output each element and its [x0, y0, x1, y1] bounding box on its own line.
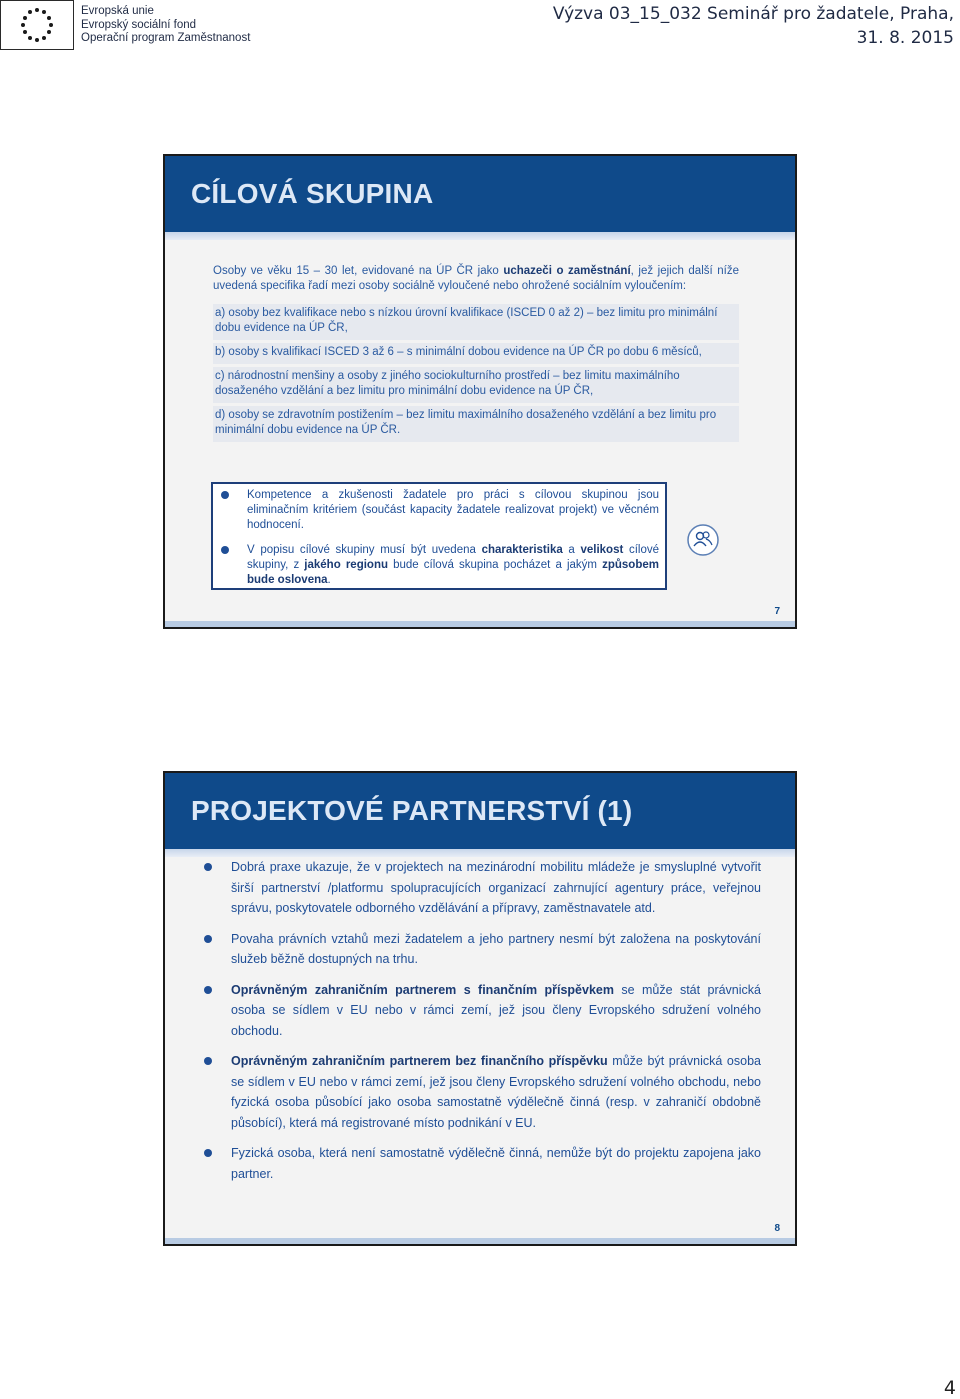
- list-item: c) národnostní menšiny a osoby z jiného sociokulturního prostředí – bez limitu maximálního dosaženého vzdělání a bez limitu pro minimální dobu evidence na ÚP ČR,: [213, 367, 739, 403]
- list-item: Fyzická osoba, která není samostatně výdělečně činná, nemůže být do projektu zapojena jako partner.: [231, 1143, 761, 1184]
- slide-cilova-skupina: [163, 154, 797, 629]
- list-item: Povaha právních vztahů mezi žadatelem a jeho partnery nesmí být založena na poskytování služeb běžně dostupných na trhu.: [231, 929, 761, 970]
- slide-footer-bar: [165, 621, 795, 627]
- eu-line-3: Operační program Zaměstnanost: [81, 32, 251, 44]
- slide-page-number: 8: [774, 1223, 780, 1234]
- document-title: [553, 2, 954, 50]
- list-item: Oprávněným zahraničním partnerem s finančním příspěvkem se může stát právnická osoba se sídlem v EU nebo v rámci zemí, jež jsou členy Evropského sdružení volného obchodu.: [231, 980, 761, 1042]
- slide-header: [165, 773, 795, 849]
- slide-footer-bar: [165, 1238, 795, 1244]
- slide-title: PROJEKTOVÉ PARTNERSTVÍ (1): [191, 795, 633, 826]
- people-icon: [687, 524, 719, 556]
- box-bullet: Kompetence a zkušenosti žadatele pro práci s cílovou skupinou jsou eliminačním kritériem (součást kapacity žadatele realizovat projekt) ve věcném hodnocení.: [247, 489, 659, 531]
- document-title-line1: Výzva 03_15_032 Seminář pro žadatele, Praha,: [552, 4, 954, 24]
- document-title-line2: 31. 8. 2015: [856, 28, 954, 48]
- slide-page-number: 7: [774, 606, 780, 617]
- list-item: d) osoby se zdravotním postižením – bez limitu maximálního dosaženého vzdělání a bez limitu pro minimální dobu evidence na ÚP ČR.: [213, 406, 739, 442]
- list-item: b) osoby s kvalifikací ISCED 3 až 6 – s minimální dobou evidence na ÚP ČR po dobu 6 měsíců,: [213, 343, 739, 364]
- list-item: a) osoby bez kvalifikace nebo s nízkou úrovní kvalifikace (ISCED 0 až 2) – bez limitu pro minimální dobu evidence na ÚP ČR,: [213, 304, 739, 340]
- slide-title: CÍLOVÁ SKUPINA: [191, 178, 434, 209]
- eu-line-2: Evropský sociální fond: [81, 18, 197, 31]
- slide-projektove-partnerstvi: [163, 771, 797, 1246]
- page-number: 4: [943, 1377, 956, 1399]
- slide-header: [165, 156, 795, 232]
- eu-line-1: Evropská unie: [81, 5, 154, 17]
- slide-body: [197, 857, 761, 1194]
- slide-body: [213, 264, 739, 445]
- list-item: Oprávněným zahraničním partnerem bez finančního příspěvku může být právnická osoba se sídlem v EU nebo v rámci zemí, jež jsou členy Evropského sdružení volného obchodu, nebo fyzická osoba působící jako osoba samostatně výdělečně činná (resp. v zahraničí obdobně působící), která má registrované místo podnikání v EU.: [231, 1051, 761, 1133]
- highlight-box: [211, 482, 667, 590]
- list-item: Dobrá praxe ukazuje, že v projektech na mezinárodní mobilitu mládeže je smysluplné vytvořit širší partnerství /platformu spolupracujících organizací zahrnující agentury práce, veřejnou správu, poskytovatele odborného vzdělávání a přípravy, zaměstnavatele atd.: [231, 857, 761, 919]
- intro-paragraph: Osoby ve věku 15 – 30 let, evidované na ÚP ČR jako uchazeči o zaměstnání, jež jejich další níže uvedená specifika řadí mezi osoby sociálně vyloučené nebo ohrožené sociálním vyloučením:: [213, 265, 739, 292]
- eu-flag-logo: [0, 0, 74, 50]
- box-bullet: V popisu cílové skupiny musí být uvedena charakteristika a velikost cílové skupiny, z jakého regionu bude cílová skupina pocházet a jakým způsobem bude oslovena.: [247, 544, 659, 586]
- eu-program-lines: [81, 5, 250, 46]
